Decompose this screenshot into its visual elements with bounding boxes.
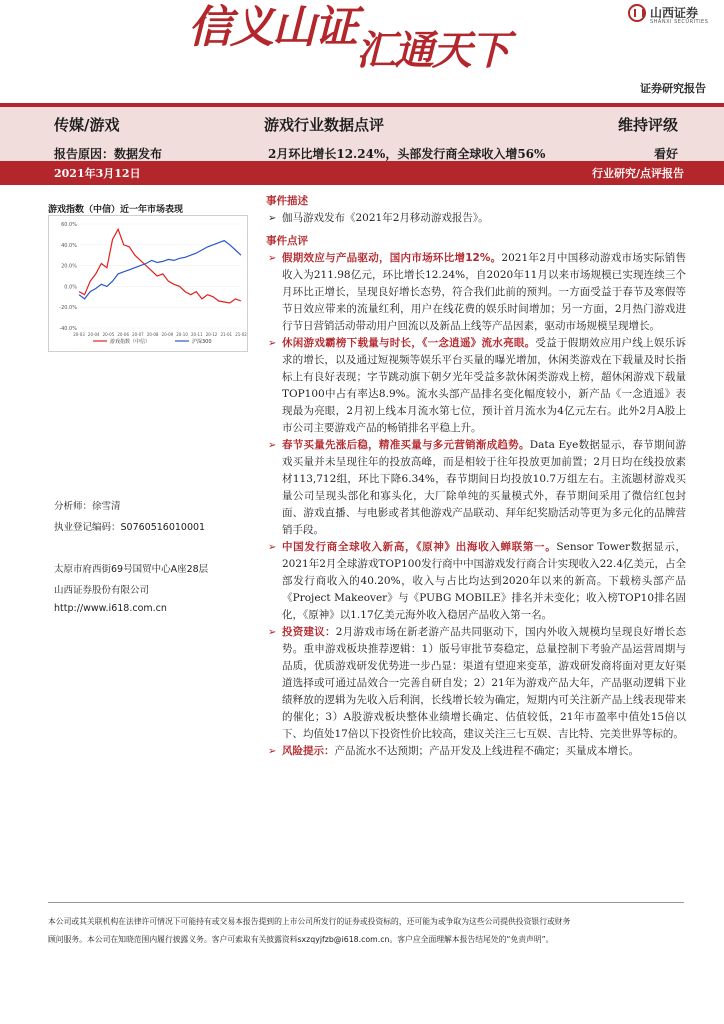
legend-label-1: 游戏指数（中信） [110,339,151,345]
slogan-part-2: 汇通天下 [356,28,508,74]
paragraph-1-text: 2021年2月中国移动游戏市场实际销售收入为211.98亿元，环比增长12.24%，自2020年11月以来市场规模已实现连续三个月环比正增长，呈现良好增长态势，符合我们此前的预判。一方面受益于春节及寒假等节日效应带来的流量红利，用户在线花费的娱乐时间增加；另一方面，2月热门游戏进行节日营销活动带动用户回流以及新品上线等产品因素，驱动市场规模呈现增长。 [282,252,686,332]
company-logo [626,4,722,30]
logo-en-text: SHANXI SECURITIES [650,19,709,25]
report-banner [0,0,724,102]
x-tick-label: 20-11 [191,332,203,337]
x-tick-label: 20-08 [146,332,159,337]
report-type: 游戏行业数据点评 [264,116,385,134]
report-kind-label: 证券研究报告 [640,82,706,95]
x-tick-label: 20-05 [102,332,115,337]
market-chart [48,215,248,352]
paragraph-5-text: 2月游戏市场在新老游产品共同驱动下，国内外收入规模均呈现良好增长态势。重申游戏板块推荐逻辑：1）版号审批节奏稳定，总量控制下考验产品运营周期与品质，优质游戏研发优势进一步凸显：渠道有望迎来变革，游戏研发商将面对更友好渠道选择或可通过品效合一完善自研自发；2）21年为游戏产品大年，产品驱动逻辑下业绩释放的逻辑为先收入后利润，长线增长较为确定，短期内可关注新产品上线表现带来的催化；3）A股游戏板块整体业绩增长确定、估值较低，21年市盈率中值处15倍以下、均值处17倍以下投资性价比较高，建议关注三七互娱、吉比特、完美世界等标的。 [282,626,687,740]
event-text: 伽马游戏发布《2021年2月移动游戏报告》。 [282,212,489,224]
comment-paragraph-2 [266,335,686,437]
banner-slogan [188,2,508,74]
company-address: 太原市府西街69号国贸中心A座28层 [54,564,209,575]
comment-heading: 事件点评 [266,235,308,247]
bullet-arrow-icon: ➢ [268,213,277,224]
x-tick-label: 20-06 [117,332,129,337]
paragraph-5-highlight: 投资建议： [282,626,336,638]
paragraph-3-highlight: 春节买量先涨后稳，精准买量与多元营销渐成趋势。 [282,439,530,451]
comment-paragraph-3 [266,437,686,539]
report-date: 2021年3月12日 [54,167,141,180]
paragraph-4-highlight: 中国发行商全球收入新高，《原神》出海收入蝉联第一。 [282,541,557,553]
x-tick-label: 21-02 [235,332,247,337]
x-tick-label: 20-12 [205,332,218,337]
paragraph-2-highlight: 休闲游戏霸榜下载量与时长，《一念逍遥》流水亮眼。 [282,337,536,349]
chart-svg [49,216,247,351]
company-name: 山西证券股份有限公司 [54,585,150,596]
x-tick-label: 20-07 [132,332,144,337]
logo-mark-icon [628,4,646,22]
company-website[interactable]: http://www.i618.com.cn [54,603,167,614]
report-reason: 报告原因：数据发布 [54,147,163,161]
series-line-1 [79,229,241,303]
series-line-2 [79,241,241,299]
x-tick-label: 20-10 [176,332,188,337]
rating-view: 看好 [653,147,678,161]
legend-label-2: 沪深300 [192,339,212,345]
event-paragraph [266,210,686,227]
y-tick-label: 40.0% [61,242,77,249]
y-tick-label: 60.0% [61,222,77,228]
disclaimer-line-2: 顾问服务。本公司在知晓范围内履行披露义务。客户可索取有关披露资料sxzqyjfzb@i618.com.cn。客户应全面理解本报告结尾处的“免责声明”。 [48,935,554,944]
bullet-arrow-icon: ➢ [268,627,277,638]
logo-cn-text: 山西证券 [650,6,699,20]
paragraph-1-highlight: 假期效应与产品驱动，国内市场环比增12%。 [282,252,502,264]
header-rule [0,103,724,107]
chart-title: 游戏指数（中信）近一年市场表现 [48,205,184,215]
comment-paragraph-5 [266,624,686,743]
paragraph-6-text: 产品流水不达预期；产品开发及上线进程不确定；买量成本增长。 [334,745,639,757]
paragraph-4-text: Sensor Tower数据显示，2021年2月全球游戏TOP100发行商中中国游戏发行商合计实现收入22.4亿美元，占全部发行商收入的40.20%，收入与占比均达到2020年以来的新高。下载榜头部产品《Project Makeover》与《PUBG MOBILE》排名并未变化；收入榜TOP10排名固化，《原神》以1.17亿美元海外收入稳居产品收入第一名。 [282,541,687,621]
report-category: 行业研究/点评报告 [591,167,684,180]
x-tick-label: 21-01 [220,332,233,337]
y-tick-label: 20.0% [61,263,77,270]
slogan-part-1: 信义山证 [188,2,356,53]
sector-label: 传媒/游戏 [54,116,120,134]
analyst-license: 执业登记编码：S0760516010001 [54,522,206,533]
disclaimer-line-1: 本公司或其关联机构在法律许可情况下可能持有或交易本报告提到的上市公司所发行的证券或投资标的，还可能为或争取为这些公司提供投资银行或财务 [48,917,571,926]
report-title: 2月环比增长12.24%，头部发行商全球收入增56% [268,147,546,161]
date-bar [0,161,724,185]
comment-paragraph-4 [266,539,686,624]
paragraph-3-text: Data Eye数据显示，春节期间游戏买量并未呈现往年的投放高峰，而是相较于往年投放更加前置；2月日均在线投放素材113,712组，环比下降6.34%，春节期间日均投放10.7万组左右。主流题材游戏买量公司呈现头部化和寡头化，大厂除单纯的买量模式外，春节期间采用了微信红包封面、游戏直播、与电影或者其他游戏产品联动、拜年纪奖励活动等更为多元化的品牌营销手段。 [282,439,686,536]
event-heading: 事件描述 [266,195,308,207]
bullet-arrow-icon: ➢ [268,440,277,451]
comment-paragraph-6 [266,743,686,760]
bullet-arrow-icon: ➢ [268,542,277,553]
disclaimer-footer [48,902,684,949]
y-tick-label: -40.0% [59,326,77,332]
y-tick-label: -20.0% [59,305,77,312]
x-tick-label: 20-09 [161,332,174,337]
rating-label: 维持评级 [617,116,678,134]
comment-paragraph-1 [266,250,686,335]
bullet-arrow-icon: ➢ [268,338,277,349]
analyst-name: 分析师：徐雪清 [54,501,121,512]
x-tick-label: 20-03 [73,332,85,337]
bullet-arrow-icon: ➢ [268,253,277,264]
main-content [266,193,686,760]
paragraph-2-text: 受益于假期效应用户线上娱乐诉求的增长，以及通过短视频等娱乐平台买量的曝光增加，休闲类游戏在下载量及时长指标上有良好表现；字节跳动旗下朝夕光年受益多款休闲类游戏上榜，超休闲游戏下载量TOP100中占有率达8.9%。流水头部产品排名变化幅度较小，新产品《一念逍遥》表现最为亮眼，2月初上线本月流水第七位，预计首月流水为4亿元左右。此外2月A股上市公司主要游戏产品的畅销排名平稳上升。 [282,337,687,434]
bullet-arrow-icon: ➢ [268,746,277,757]
x-tick-label: 20-04 [87,332,100,337]
paragraph-6-highlight: 风险提示： [282,745,335,757]
y-tick-label: 0.0% [64,284,77,291]
